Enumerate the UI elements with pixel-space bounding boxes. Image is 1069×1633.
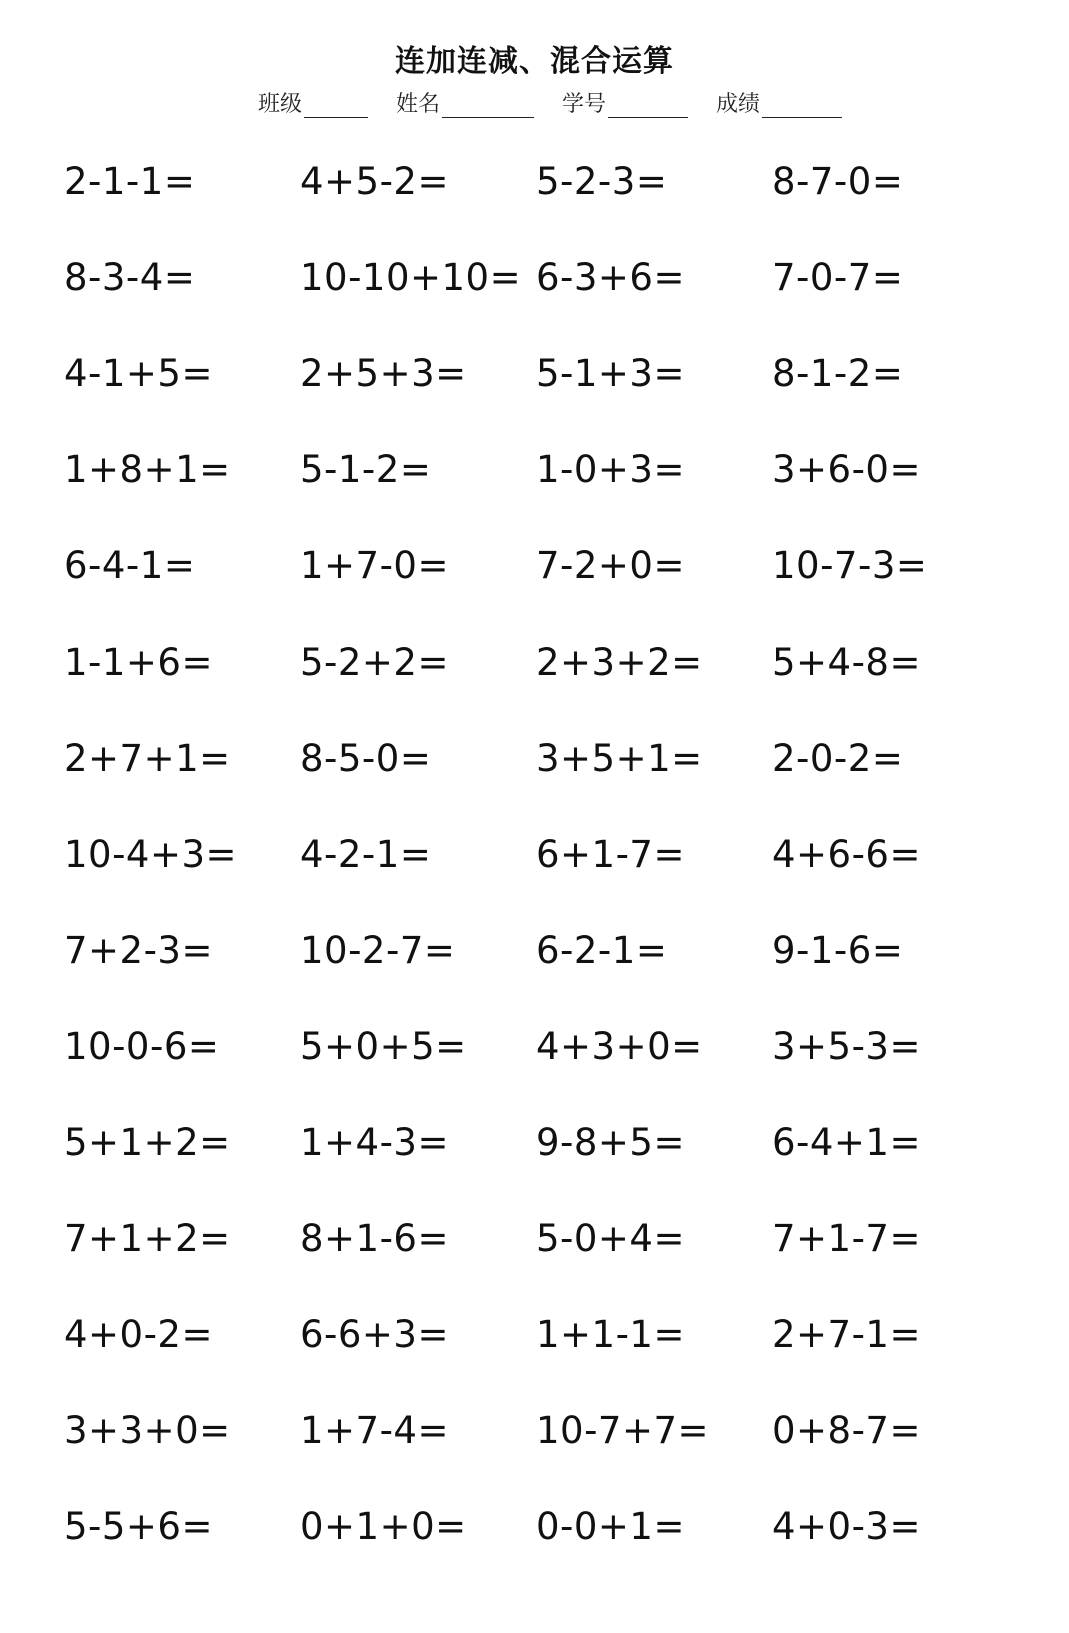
arithmetic-problem: 5-0+4=	[536, 1217, 685, 1261]
arithmetic-problem: 3+6-0=	[772, 448, 921, 492]
arithmetic-problem: 7-0-7=	[772, 256, 904, 300]
name-blank[interactable]	[442, 95, 534, 118]
arithmetic-problem: 7+2-3=	[64, 928, 213, 972]
problem-row	[64, 422, 1024, 518]
arithmetic-problem: 1+8+1=	[64, 448, 231, 492]
arithmetic-problem: 6-4+1=	[772, 1120, 921, 1164]
arithmetic-problem: 10-0-6=	[64, 1024, 220, 1068]
arithmetic-problem: 5+0+5=	[300, 1024, 467, 1068]
arithmetic-problem: 2+3+2=	[536, 640, 703, 684]
problem-row	[64, 1479, 1024, 1575]
problem-row	[64, 999, 1024, 1095]
problem-row	[64, 230, 1024, 326]
arithmetic-problem: 0+1+0=	[300, 1505, 467, 1549]
arithmetic-problem: 2-0-2=	[772, 736, 904, 780]
problem-row	[64, 903, 1024, 999]
student-info-line	[258, 88, 870, 118]
arithmetic-problem: 8+1-6=	[300, 1217, 449, 1261]
student-number-field	[562, 87, 688, 118]
arithmetic-problem: 3+3+0=	[64, 1409, 231, 1453]
arithmetic-problem: 4+6-6=	[772, 832, 921, 876]
problem-row	[64, 326, 1024, 422]
arithmetic-problem: 8-1-2=	[772, 352, 904, 396]
class-label: 班级	[258, 92, 303, 117]
arithmetic-problem: 10-2-7=	[300, 928, 456, 972]
arithmetic-problem: 0+8-7=	[772, 1409, 921, 1453]
arithmetic-problem: 4-2-1=	[300, 832, 432, 876]
arithmetic-problem: 5-1-2=	[300, 448, 432, 492]
arithmetic-problem: 6-2-1=	[536, 928, 668, 972]
arithmetic-problem: 5+4-8=	[772, 640, 921, 684]
problem-row	[64, 711, 1024, 807]
arithmetic-problem: 5+1+2=	[64, 1120, 231, 1164]
arithmetic-problem: 4+0-2=	[64, 1313, 213, 1357]
arithmetic-problem: 8-7-0=	[772, 160, 904, 204]
student-number-blank[interactable]	[608, 95, 688, 118]
arithmetic-problem: 1+1-1=	[536, 1313, 685, 1357]
problem-row	[64, 134, 1024, 230]
arithmetic-problem: 9-1-6=	[772, 928, 904, 972]
arithmetic-problem: 5-5+6=	[64, 1505, 213, 1549]
name-field	[396, 87, 534, 118]
arithmetic-problem: 6+1-7=	[536, 832, 685, 876]
arithmetic-problem: 4+5-2=	[300, 160, 449, 204]
arithmetic-problem: 7+1-7=	[772, 1217, 921, 1261]
arithmetic-problem: 6-4-1=	[64, 544, 196, 588]
arithmetic-problem: 6-3+6=	[536, 256, 685, 300]
arithmetic-problem: 10-4+3=	[64, 832, 238, 876]
arithmetic-problem: 10-7-3=	[772, 544, 928, 588]
problem-row	[64, 518, 1024, 614]
arithmetic-problem: 7+1+2=	[64, 1217, 231, 1261]
arithmetic-problem: 1+7-4=	[300, 1409, 449, 1453]
name-label: 姓名	[396, 92, 441, 117]
arithmetic-problem: 1+7-0=	[300, 544, 449, 588]
arithmetic-problem: 3+5-3=	[772, 1024, 921, 1068]
arithmetic-problem: 9-8+5=	[536, 1120, 685, 1164]
score-field	[716, 87, 842, 118]
class-blank[interactable]	[304, 95, 368, 118]
problem-row	[64, 1287, 1024, 1383]
arithmetic-problem: 4+3+0=	[536, 1024, 703, 1068]
arithmetic-problem: 2+5+3=	[300, 352, 467, 396]
arithmetic-problem: 6-6+3=	[300, 1313, 449, 1357]
problem-row	[64, 807, 1024, 903]
arithmetic-problem: 2+7-1=	[772, 1313, 921, 1357]
problem-grid	[64, 134, 1024, 1575]
arithmetic-problem: 8-3-4=	[64, 256, 196, 300]
arithmetic-problem: 5-1+3=	[536, 352, 685, 396]
arithmetic-problem: 10-10+10=	[300, 256, 522, 300]
arithmetic-problem: 1+4-3=	[300, 1120, 449, 1164]
problem-row	[64, 1383, 1024, 1479]
problem-row	[64, 1095, 1024, 1191]
student-number-label: 学号	[562, 92, 607, 117]
class-field	[258, 87, 368, 118]
arithmetic-problem: 4-1+5=	[64, 352, 213, 396]
arithmetic-problem: 2-1-1=	[64, 160, 196, 204]
problem-row	[64, 1191, 1024, 1287]
score-label: 成绩	[716, 92, 761, 117]
arithmetic-problem: 5-2+2=	[300, 640, 449, 684]
problem-row	[64, 614, 1024, 710]
arithmetic-problem: 1-1+6=	[64, 640, 213, 684]
arithmetic-problem: 2+7+1=	[64, 736, 231, 780]
arithmetic-problem: 10-7+7=	[536, 1409, 710, 1453]
arithmetic-problem: 1-0+3=	[536, 448, 685, 492]
arithmetic-problem: 3+5+1=	[536, 736, 703, 780]
arithmetic-problem: 5-2-3=	[536, 160, 668, 204]
score-blank[interactable]	[762, 95, 842, 118]
arithmetic-problem: 4+0-3=	[772, 1505, 921, 1549]
arithmetic-problem: 7-2+0=	[536, 544, 685, 588]
arithmetic-problem: 8-5-0=	[300, 736, 432, 780]
worksheet-title: 连加连减、混合运算	[395, 44, 674, 79]
arithmetic-problem: 0-0+1=	[536, 1505, 685, 1549]
